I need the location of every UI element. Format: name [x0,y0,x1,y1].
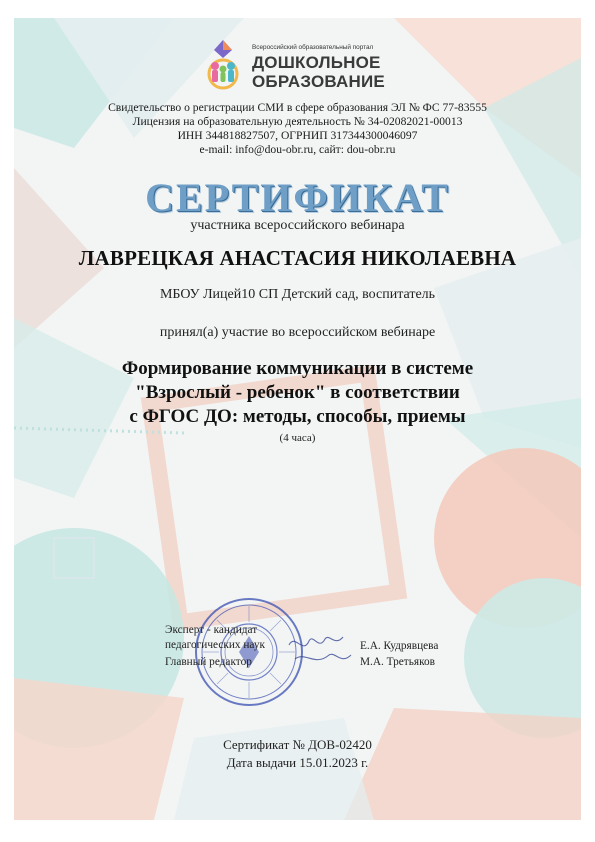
webinar-topic [0,357,595,429]
webinar-topic-line: Формирование коммуникации в системе [121,358,474,379]
registration-line: ИНН 344818827507, ОГРНИП 317344300046097 [177,129,418,142]
registration-line: Лицензия на образовательную деятельность № 34-02082021-00013 [132,115,463,128]
webinar-hours: (4 часа) [279,432,316,444]
certificate-subtitle: участника всероссийского вебинара [190,218,405,233]
certificate-title: СЕРТИФИКАТ [145,175,450,220]
recipient-organization: МБОУ Лицей10 СП Детский сад, воспитатель [159,287,436,302]
participation-text: принял(а) участие во всероссийском вебинаре [159,325,436,340]
expert-name: Е.А. Кудрявцева [360,640,439,652]
recipient-name: ЛАВРЕЦКАЯ АНАСТАСИЯ НИКОЛАЕВНА [78,246,517,270]
portal-name-line1: ДОШКОЛЬНОЕ [252,53,381,72]
expert-role: Эксперт - кандидат [165,624,258,636]
webinar-topic-line: "Взрослый - ребенок" в соответствии [135,382,460,403]
registration-line: Свидетельство о регистрации СМИ в сфере образования ЭЛ № ФС 77-83555 [108,101,487,114]
expert-role: педагогических наук [165,639,265,651]
portal-name-line2: ОБРАЗОВАНИЕ [252,72,385,91]
portal-caption: Всероссийский образовательный портал [252,44,374,51]
contacts-line: e-mail: info@dou-obr.ru, сайт: dou-obr.ru [199,143,396,156]
certificate-number: Сертификат № ДОВ-02420 [223,737,372,752]
signature-scribble [285,625,355,675]
webinar-topic-line: с ФГОС ДО: методы, способы, приемы [129,406,466,427]
children-kite-icon [200,38,246,90]
issue-date: Дата выдачи 15.01.2023 г. [226,755,369,770]
editor-role: Главный редактор [165,656,252,668]
portal-logo [200,38,385,94]
editor-name: М.А. Третьяков [360,656,435,668]
